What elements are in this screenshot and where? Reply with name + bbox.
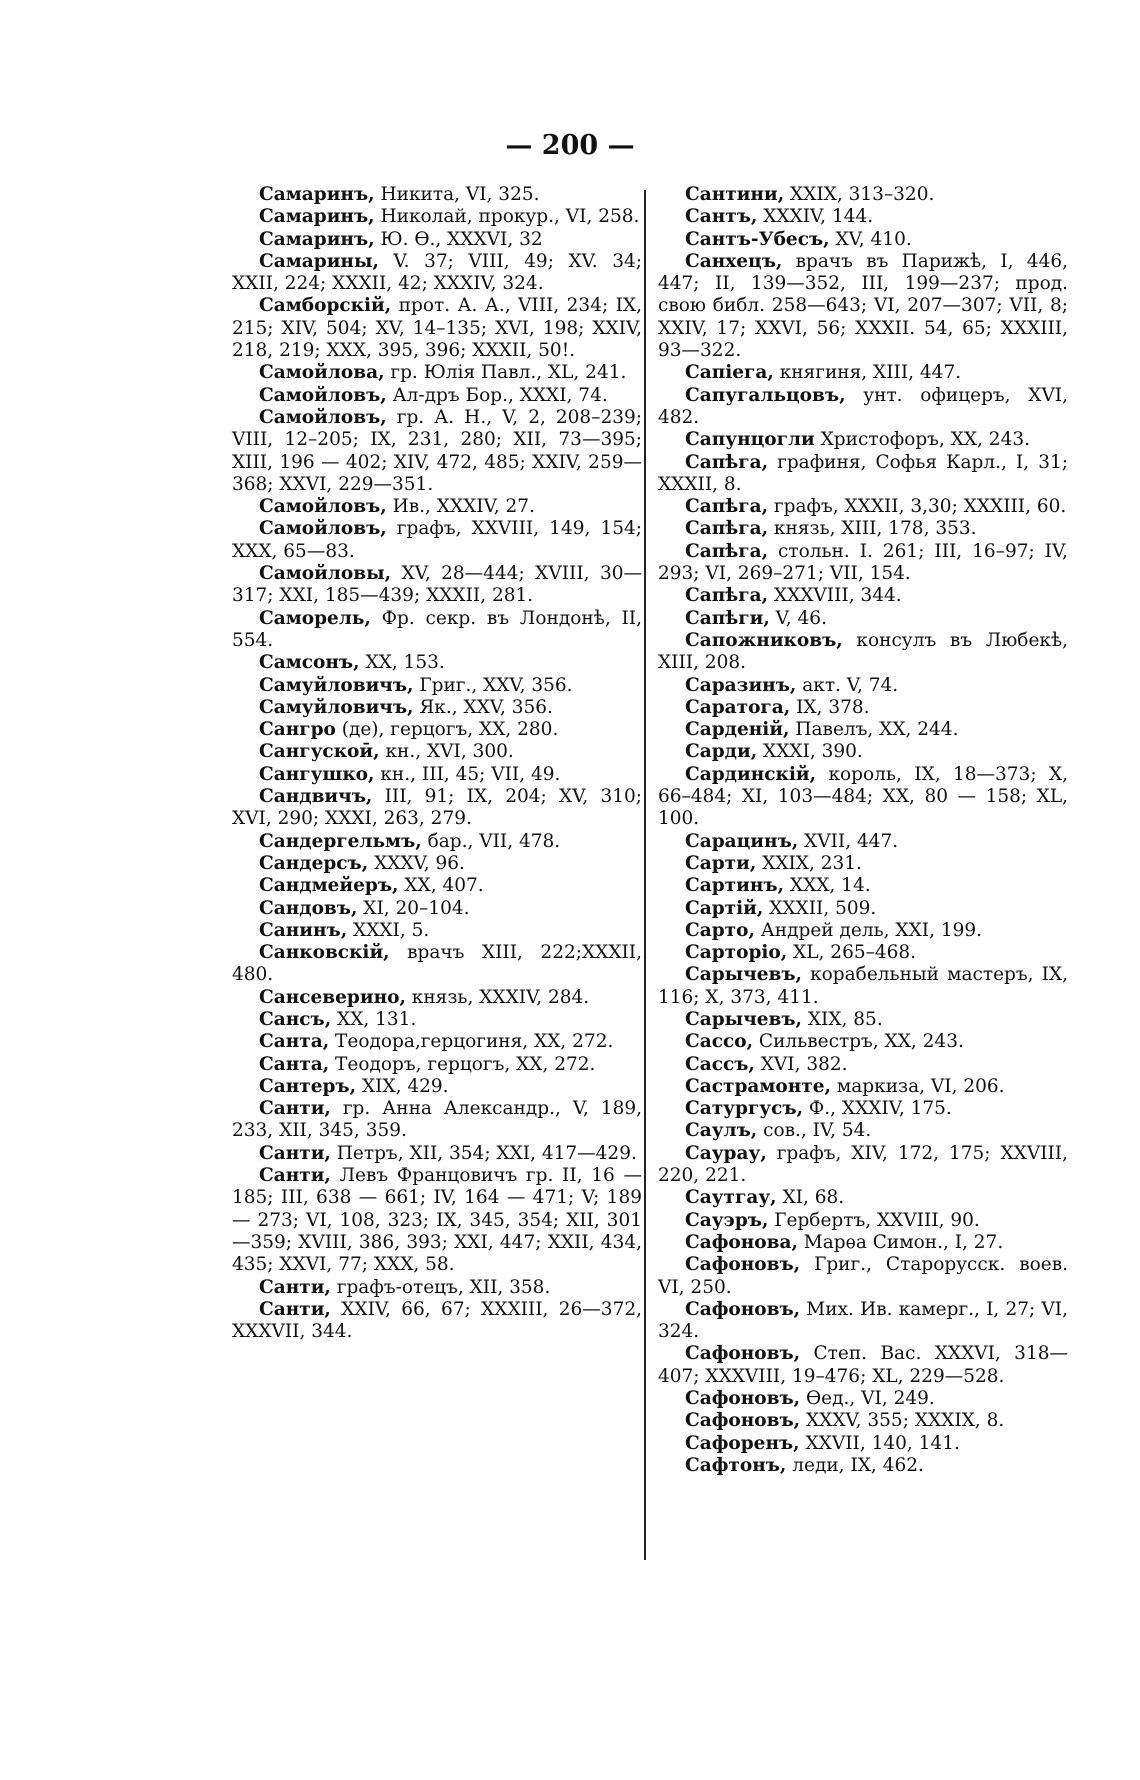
entry-references: графъ, XIV, 172, 175; XXVIII, 220, 221. [658, 1142, 1068, 1187]
entry-headword: Сапѣга, [685, 451, 769, 473]
entry-headword: Санхецъ, [685, 250, 783, 272]
entry-headword: Сарти, [685, 852, 757, 874]
entry-headword: Сапугальцовъ, [685, 384, 846, 406]
index-entry [658, 1031, 1068, 1053]
entry-headword: Самойлова, [259, 362, 385, 384]
entry-references: Ал-дръ Бор., XXXI, 74. [386, 384, 608, 406]
entry-headword: Сандергельмъ, [259, 830, 422, 852]
entry-references: Ѳед., VI, 249. [800, 1388, 935, 1410]
entry-references: стольн. I. 261; III, 16–97; IV, 293; VI, 269–271; VII, 154. [658, 540, 1068, 585]
entry-references: Марѳа Симон., I, 27. [797, 1231, 1004, 1253]
entry-references: Ф., XXXIV, 175. [803, 1098, 952, 1120]
index-entry [232, 853, 642, 875]
entry-references: кн., XVI, 300. [379, 741, 514, 763]
entry-headword: Сапунцогли [685, 429, 815, 451]
entry-headword: Сафоновъ, [685, 1343, 801, 1365]
index-entry [658, 675, 1068, 697]
entry-headword: Сапѣги, [685, 607, 770, 629]
entry-references: сов., IV, 54. [757, 1120, 872, 1142]
index-entry [658, 764, 1068, 831]
index-entry [658, 1343, 1068, 1388]
entry-references: Левъ Францовичъ гр. II, 16 — 185; III, 638 — 661; IV, 164 — 471; V; 189 — 273; VI, 108, 323; IX, 345, 354; XII, 301—359; XVIII, 386, 393; XXI, 447; XXII, 434, 435; XXVI, 77; XXX, 58. [232, 1165, 642, 1276]
index-entry [232, 942, 642, 987]
entry-headword: Сандерсъ, [259, 852, 369, 874]
entry-references: Теодоръ, герцогъ, XX, 272. [329, 1053, 596, 1075]
index-entry [232, 719, 642, 741]
entry-references: XX, 407. [398, 875, 484, 897]
entry-references: XXX, 14. [784, 875, 871, 897]
entry-references: гр. А. Н., V, 2, 208–239; VIII, 12–205; IX, 231, 280; XII, 73—395; XIII, 196 — 402; XIV, 472, 485; XXIV, 259—368; XXVI, 229—351. [232, 406, 642, 495]
entry-headword: Сапіега, [685, 362, 774, 384]
index-entry [658, 1232, 1068, 1254]
entry-headword: Санти, [259, 1298, 331, 1320]
entry-references: V, 46. [769, 607, 827, 629]
index-entry [232, 875, 642, 897]
entry-headword: Сафоренъ, [685, 1432, 800, 1454]
entry-references: бар., VII, 478. [421, 830, 561, 852]
entry-headword: Сантини, [685, 184, 785, 205]
entry-references: графиня, Софья Карл., I, 31; XXXII, 8. [658, 451, 1068, 495]
entry-references: Сильвестръ, XX, 243. [753, 1031, 964, 1053]
entry-references: III, 91; IX, 204; XV, 310; XVI, 290; XXXI, 263, 279. [232, 786, 642, 830]
index-entry [232, 563, 642, 608]
index-entry [232, 251, 642, 296]
page-number: — 200 — [505, 130, 635, 161]
entry-references: акт. V, 74. [796, 674, 899, 696]
index-entry [658, 853, 1068, 875]
index-entry [232, 920, 642, 942]
entry-headword: Сандвичъ, [259, 786, 373, 808]
entry-headword: Самойловъ, [259, 406, 387, 428]
entry-headword: Сантъ-Убесъ, [685, 228, 830, 250]
entry-references: Ю. Ѳ., XXXVI, 32 [374, 228, 543, 250]
entry-references: княгиня, XIII, 447. [773, 362, 962, 384]
index-entry [658, 429, 1068, 451]
index-entry [658, 206, 1068, 228]
index-entry [232, 741, 642, 763]
entry-headword: Санти, [259, 1276, 331, 1298]
column-divider [644, 190, 646, 1560]
entry-headword: Санта, [259, 1031, 330, 1053]
entry-references: XV, 410. [829, 228, 912, 250]
entry-headword: Саморель, [259, 607, 371, 629]
index-entry [658, 1143, 1068, 1188]
entry-references: XI, 68. [776, 1187, 845, 1209]
entry-references: XXXI, 390. [757, 741, 863, 763]
entry-references: Николай, прокур., VI, 258. [374, 206, 640, 228]
entry-references: XXXVIII, 344. [768, 585, 902, 607]
entry-headword: Самаринъ, [259, 184, 375, 205]
index-entry [232, 764, 642, 786]
entry-headword: Самаринъ, [259, 228, 375, 250]
entry-references: XIX, 429. [356, 1075, 449, 1097]
entry-headword: Сарто, [685, 919, 755, 941]
entry-headword: Саразинъ, [685, 674, 797, 696]
entry-references: Гербертъ, XXVIII, 90. [768, 1209, 980, 1231]
index-entry [232, 1009, 642, 1031]
entry-headword: Санти, [259, 1098, 331, 1120]
index-entry [658, 385, 1068, 430]
entry-headword: Санти, [259, 1165, 331, 1187]
entry-references: Теодора,герцогиня, XX, 272. [329, 1031, 614, 1053]
index-entry [658, 630, 1068, 675]
entry-headword: Састрамонте, [685, 1075, 831, 1097]
entry-headword: Сапѣга, [685, 540, 769, 562]
index-entry [232, 362, 642, 384]
entry-headword: Сафоновъ, [685, 1410, 801, 1432]
entry-headword: Санковскій, [259, 942, 390, 964]
index-entry [658, 741, 1068, 763]
entry-references: кн., III, 45; VII, 49. [374, 763, 561, 785]
index-entry [232, 229, 642, 251]
entry-headword: Сангушко, [259, 763, 375, 785]
index-entry [658, 831, 1068, 853]
entry-references: консулъ въ Любекѣ, XIII, 208. [658, 629, 1068, 674]
entry-references: Григ., XXV, 356. [413, 674, 573, 696]
index-entry [658, 229, 1068, 251]
entry-headword: Сафонова, [685, 1231, 798, 1253]
entry-references: Степ. Вас. XXXVI, 318—407; XXXVIII, 19–476; XL, 229—528. [658, 1343, 1068, 1387]
entry-headword: Самойловы, [259, 563, 392, 585]
entry-headword: Сангускоӣ, [259, 741, 380, 763]
index-entry [658, 518, 1068, 540]
entry-references: графъ-отецъ, XII, 358. [330, 1276, 551, 1298]
index-entry [658, 697, 1068, 719]
index-entry [658, 362, 1068, 384]
index-entry [658, 1254, 1068, 1299]
entry-references: IX, 378. [790, 696, 870, 718]
entry-references: XXXI, 5. [347, 919, 430, 941]
index-entry [658, 898, 1068, 920]
entry-references: корабельный мастеръ, IX, 116; X, 373, 411. [658, 964, 1068, 1008]
entry-headword: Сассъ, [685, 1053, 755, 1075]
entry-headword: Сарденій, [685, 719, 790, 741]
entry-references: Никита, VI, 325. [374, 184, 540, 205]
entry-references: XXIX, 231. [756, 852, 862, 874]
index-entry [232, 608, 642, 653]
entry-references: (де), герцогъ, XX, 280. [335, 719, 559, 741]
entry-references: унт. офицеръ, XVI, 482. [658, 384, 1068, 428]
index-entry [658, 541, 1068, 586]
index-entry [658, 1210, 1068, 1232]
index-entry [658, 1009, 1068, 1031]
index-entry [658, 452, 1068, 497]
index-entry [658, 1187, 1068, 1209]
entry-references: князь, XIII, 178, 353. [768, 518, 977, 540]
index-entry [658, 184, 1068, 206]
entry-references: гр. Анна Александр., V, 189, 233, XII, 345, 359. [232, 1098, 642, 1142]
index-entry [658, 1098, 1068, 1120]
index-entry [658, 1076, 1068, 1098]
entry-headword: Санта, [259, 1053, 330, 1075]
entry-references: XVII, 447. [798, 830, 899, 852]
entry-headword: Сангро [259, 719, 336, 741]
index-entry [658, 496, 1068, 518]
entry-references: XL, 265–468. [787, 942, 917, 964]
entry-references: XXXV, 355; XXXIX, 8. [800, 1410, 1005, 1432]
entry-headword: Сафтонъ, [685, 1454, 787, 1476]
index-entry [232, 831, 642, 853]
entry-headword: Сафоновъ, [685, 1388, 801, 1410]
entry-references: XV, 28—444; XVIII, 30—317; XXI, 185—439; XXXII, 281. [232, 563, 642, 607]
entry-headword: Самборскій, [259, 295, 392, 317]
index-entry [232, 1143, 642, 1165]
index-entry [232, 295, 642, 362]
index-entry [658, 1455, 1068, 1477]
entry-headword: Сансъ, [259, 1008, 332, 1030]
entry-headword: Сарычевъ, [685, 964, 802, 986]
entry-headword: Саулъ, [685, 1120, 758, 1142]
entry-references: XX, 153. [359, 652, 445, 674]
entry-references: XI, 20–104. [357, 897, 470, 919]
entry-references: XXXV, 96. [368, 852, 465, 874]
index-entry [232, 786, 642, 831]
entry-references: графъ, XXVIII, 149, 154; XXX, 65—83. [232, 518, 642, 562]
entry-headword: Сатургусъ, [685, 1098, 804, 1120]
index-entry [658, 1410, 1068, 1432]
entry-headword: Сапѣга, [685, 496, 769, 518]
entry-references: XXXII, 509. [763, 897, 877, 919]
entry-references: XXXIV, 144. [757, 206, 874, 228]
entry-headword: Сантеръ, [259, 1075, 357, 1097]
index-entry [658, 942, 1068, 964]
entry-references: врачъ XIII, 222;XXXII, 480. [232, 942, 642, 986]
index-entry [658, 251, 1068, 362]
index-entry [232, 1054, 642, 1076]
entry-references: Андрей дель, XXI, 199. [754, 919, 983, 941]
index-entry [658, 1054, 1068, 1076]
entry-headword: Санинъ, [259, 919, 348, 941]
index-entry [658, 964, 1068, 1009]
entry-references: графъ, XXXII, 3,30; XXXIII, 60. [768, 496, 1067, 518]
right-index-column [658, 184, 1068, 1477]
entry-headword: Сарацинъ, [685, 830, 799, 852]
entry-headword: Саутгау, [685, 1187, 777, 1209]
entry-references: Павелъ, XX, 244. [789, 719, 959, 741]
entry-headword: Самойловъ, [259, 496, 387, 518]
index-entry [232, 1277, 642, 1299]
entry-headword: Самаринъ, [259, 206, 375, 228]
entry-references: Мих. Ив. камерг., I, 27; VI, 324. [658, 1298, 1068, 1343]
entry-references: маркиза, VI, 206. [831, 1075, 1005, 1097]
entry-headword: Саурау, [685, 1142, 767, 1164]
entry-headword: Сарычевъ, [685, 1008, 802, 1030]
index-entry [232, 1076, 642, 1098]
entry-headword: Сафоновъ, [685, 1254, 801, 1276]
entry-headword: Санти, [259, 1142, 331, 1164]
entry-references: XXVII, 140, 141. [799, 1432, 960, 1454]
entry-references: прот. А. А., VIII, 234; IX, 215; XIV, 504; XV, 14–135; XVI, 198; XXIV, 218, 219; XXX, 395, 396; XXXII, 50!. [232, 295, 642, 362]
entry-headword: Сартинъ, [685, 875, 785, 897]
entry-headword: Сассо, [685, 1031, 754, 1053]
entry-headword: Сарди, [685, 741, 758, 763]
index-entry [232, 1098, 642, 1143]
left-index-column [232, 184, 642, 1343]
entry-references: XIX, 85. [802, 1008, 883, 1030]
entry-references: XXIV, 66, 67; XXXIII, 26—372, XXXVII, 344. [232, 1298, 642, 1343]
entry-references: врачъ въ Парижѣ, I, 446, 447; II, 139—352, III, 199—237; прод. свою библ. 258—643; VI, 207—307; VII, 8; XXIV, 17; XXVI, 56; XXXII. 54, 65; XXXIII, 93—322. [658, 250, 1068, 362]
entry-references: V. 37; VIII, 49; XV. 34; XXII, 224; XXXII, 42; XXXIV, 324. [232, 250, 642, 295]
index-entry [658, 1433, 1068, 1455]
index-entry [232, 407, 642, 496]
index-entry [232, 898, 642, 920]
index-entry [232, 184, 642, 206]
index-entry [232, 652, 642, 674]
index-entry [658, 719, 1068, 741]
index-entry [232, 206, 642, 228]
entry-headword: Самсонъ, [259, 652, 360, 674]
entry-headword: Сапѣга, [685, 518, 769, 540]
entry-headword: Сапѣга, [685, 585, 769, 607]
entry-headword: Сандовъ, [259, 897, 358, 919]
index-entry [232, 496, 642, 518]
entry-references: Ив., XXXIV, 27. [386, 496, 535, 518]
entry-headword: Сантъ, [685, 206, 758, 228]
entry-headword: Самуйловичъ, [259, 674, 414, 696]
entry-headword: Сартій, [685, 897, 764, 919]
entry-headword: Самойловъ, [259, 384, 387, 406]
entry-headword: Сандмейеръ, [259, 875, 399, 897]
entry-references: леди, IX, 462. [786, 1454, 924, 1476]
index-entry [232, 518, 642, 563]
index-entry [658, 608, 1068, 630]
entry-references: XVI, 382. [754, 1053, 848, 1075]
entry-references: Григ., Старорусск. воев. VI, 250. [658, 1254, 1068, 1298]
entry-headword: Сапожниковъ, [685, 629, 843, 651]
entry-headword: Сансеверино, [259, 986, 406, 1008]
entry-references: гр. Юлія Павл., XL, 241. [384, 362, 627, 384]
entry-headword: Сауэръ, [685, 1209, 769, 1231]
entry-references: король, IX, 18—373; X, 66–484; XI, 103—484; XX, 80 — 158; XL, 100. [658, 763, 1068, 830]
entry-references: XX, 131. [331, 1008, 417, 1030]
entry-headword: Самуйловичъ, [259, 696, 414, 718]
entry-headword: Саратога, [685, 696, 791, 718]
index-entry [658, 1299, 1068, 1344]
index-entry [658, 875, 1068, 897]
index-entry [232, 1031, 642, 1053]
entry-headword: Самойловъ, [259, 518, 387, 540]
entry-headword: Сарторіо, [685, 942, 788, 964]
index-entry [232, 1299, 642, 1344]
index-entry [658, 585, 1068, 607]
entry-headword: Сафоновъ, [685, 1298, 801, 1320]
index-entry [658, 920, 1068, 942]
entry-headword: Сардинскій, [685, 763, 817, 785]
entry-references: Як., XXV, 356. [413, 696, 553, 718]
entry-references: князь, XXXIV, 284. [405, 986, 590, 1008]
index-entry [232, 385, 642, 407]
entry-references: Петръ, XII, 354; XXI, 417—429. [330, 1142, 637, 1164]
index-entry [658, 1120, 1068, 1142]
entry-references: XXIX, 313–320. [784, 184, 935, 205]
entry-references: Христофоръ, XX, 243. [814, 429, 1030, 451]
index-entry [232, 987, 642, 1009]
index-entry [232, 697, 642, 719]
index-entry [232, 675, 642, 697]
index-entry [232, 1165, 642, 1276]
entry-headword: Самарины, [259, 250, 379, 272]
entry-references: Фр. секр. въ Лондонѣ, II, 554. [232, 607, 642, 651]
index-entry [658, 1388, 1068, 1410]
